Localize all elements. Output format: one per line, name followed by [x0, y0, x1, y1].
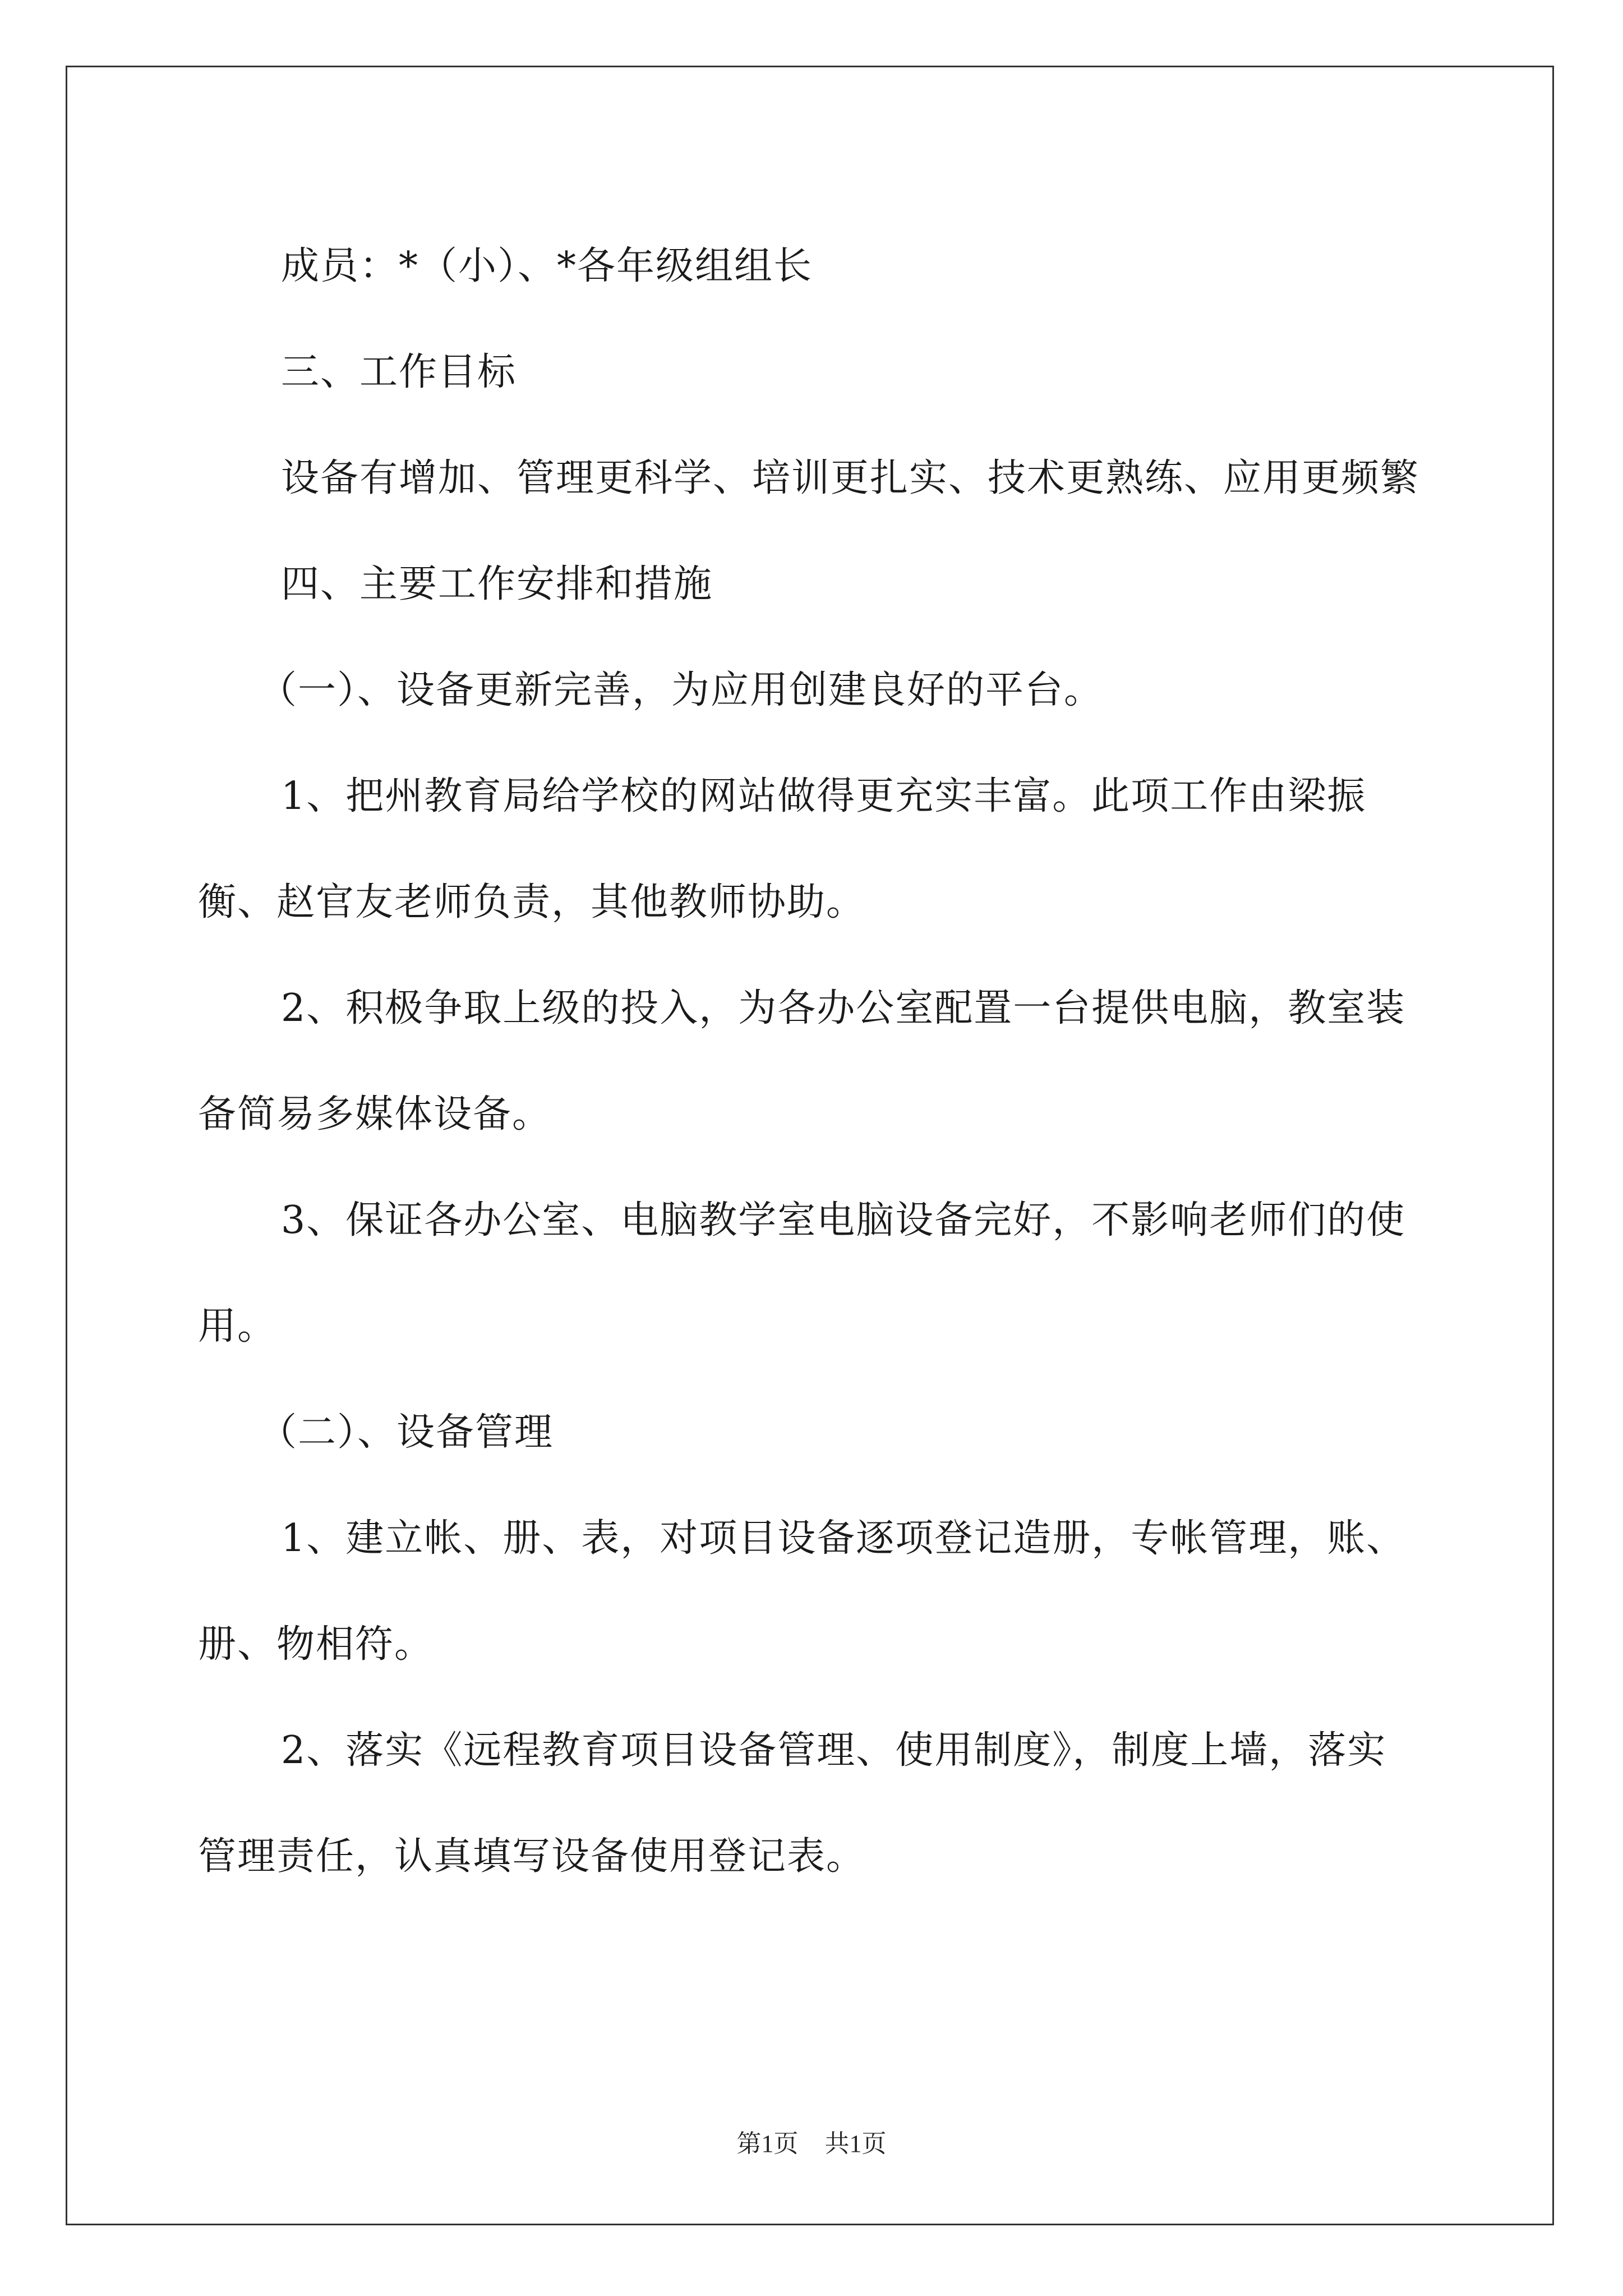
list-item: 1、把州教育局给学校的网站做得更充实丰富。此项工作由梁振衡、赵官友老师负责，其他教师协助。 [198, 774, 1367, 924]
document-body [198, 213, 1423, 1910]
list-item: 2、落实《远程教育项目设备管理、使用制度》，制度上墙，落实管理责任，认真填写设备使用登记表。 [198, 1728, 1387, 1879]
page-number-total: 共1页 [824, 2130, 887, 2157]
page-footer [0, 2123, 1623, 2159]
members-paragraph: 成员：*（小）、*各年级组组长 [281, 244, 813, 288]
subsection-heading-equipment-management: （二）、设备管理 [259, 1410, 554, 1455]
section-heading-goals: 三、工作目标 [281, 350, 517, 394]
page-number-current: 第1页 [736, 2130, 799, 2157]
subsection-heading-equipment-update: （一）、设备更新完善，为应用创建良好的平台。 [259, 668, 1104, 712]
goals-paragraph: 设备有增加、管理更科学、培训更扎实、技术更熟练、应用更频繁 [281, 456, 1420, 500]
list-item: 3、保证各办公室、电脑教学室电脑设备完好，不影响老师们的使用。 [198, 1198, 1406, 1349]
list-item: 2、积极争取上级的投入，为各办公室配置一台提供电脑，教室装备简易多媒体设备。 [198, 986, 1406, 1137]
section-heading-measures: 四、主要工作安排和措施 [281, 562, 713, 606]
list-item: 1、建立帐、册、表，对项目设备逐项登记造册，专帐管理，账、册、物相符。 [198, 1516, 1406, 1667]
